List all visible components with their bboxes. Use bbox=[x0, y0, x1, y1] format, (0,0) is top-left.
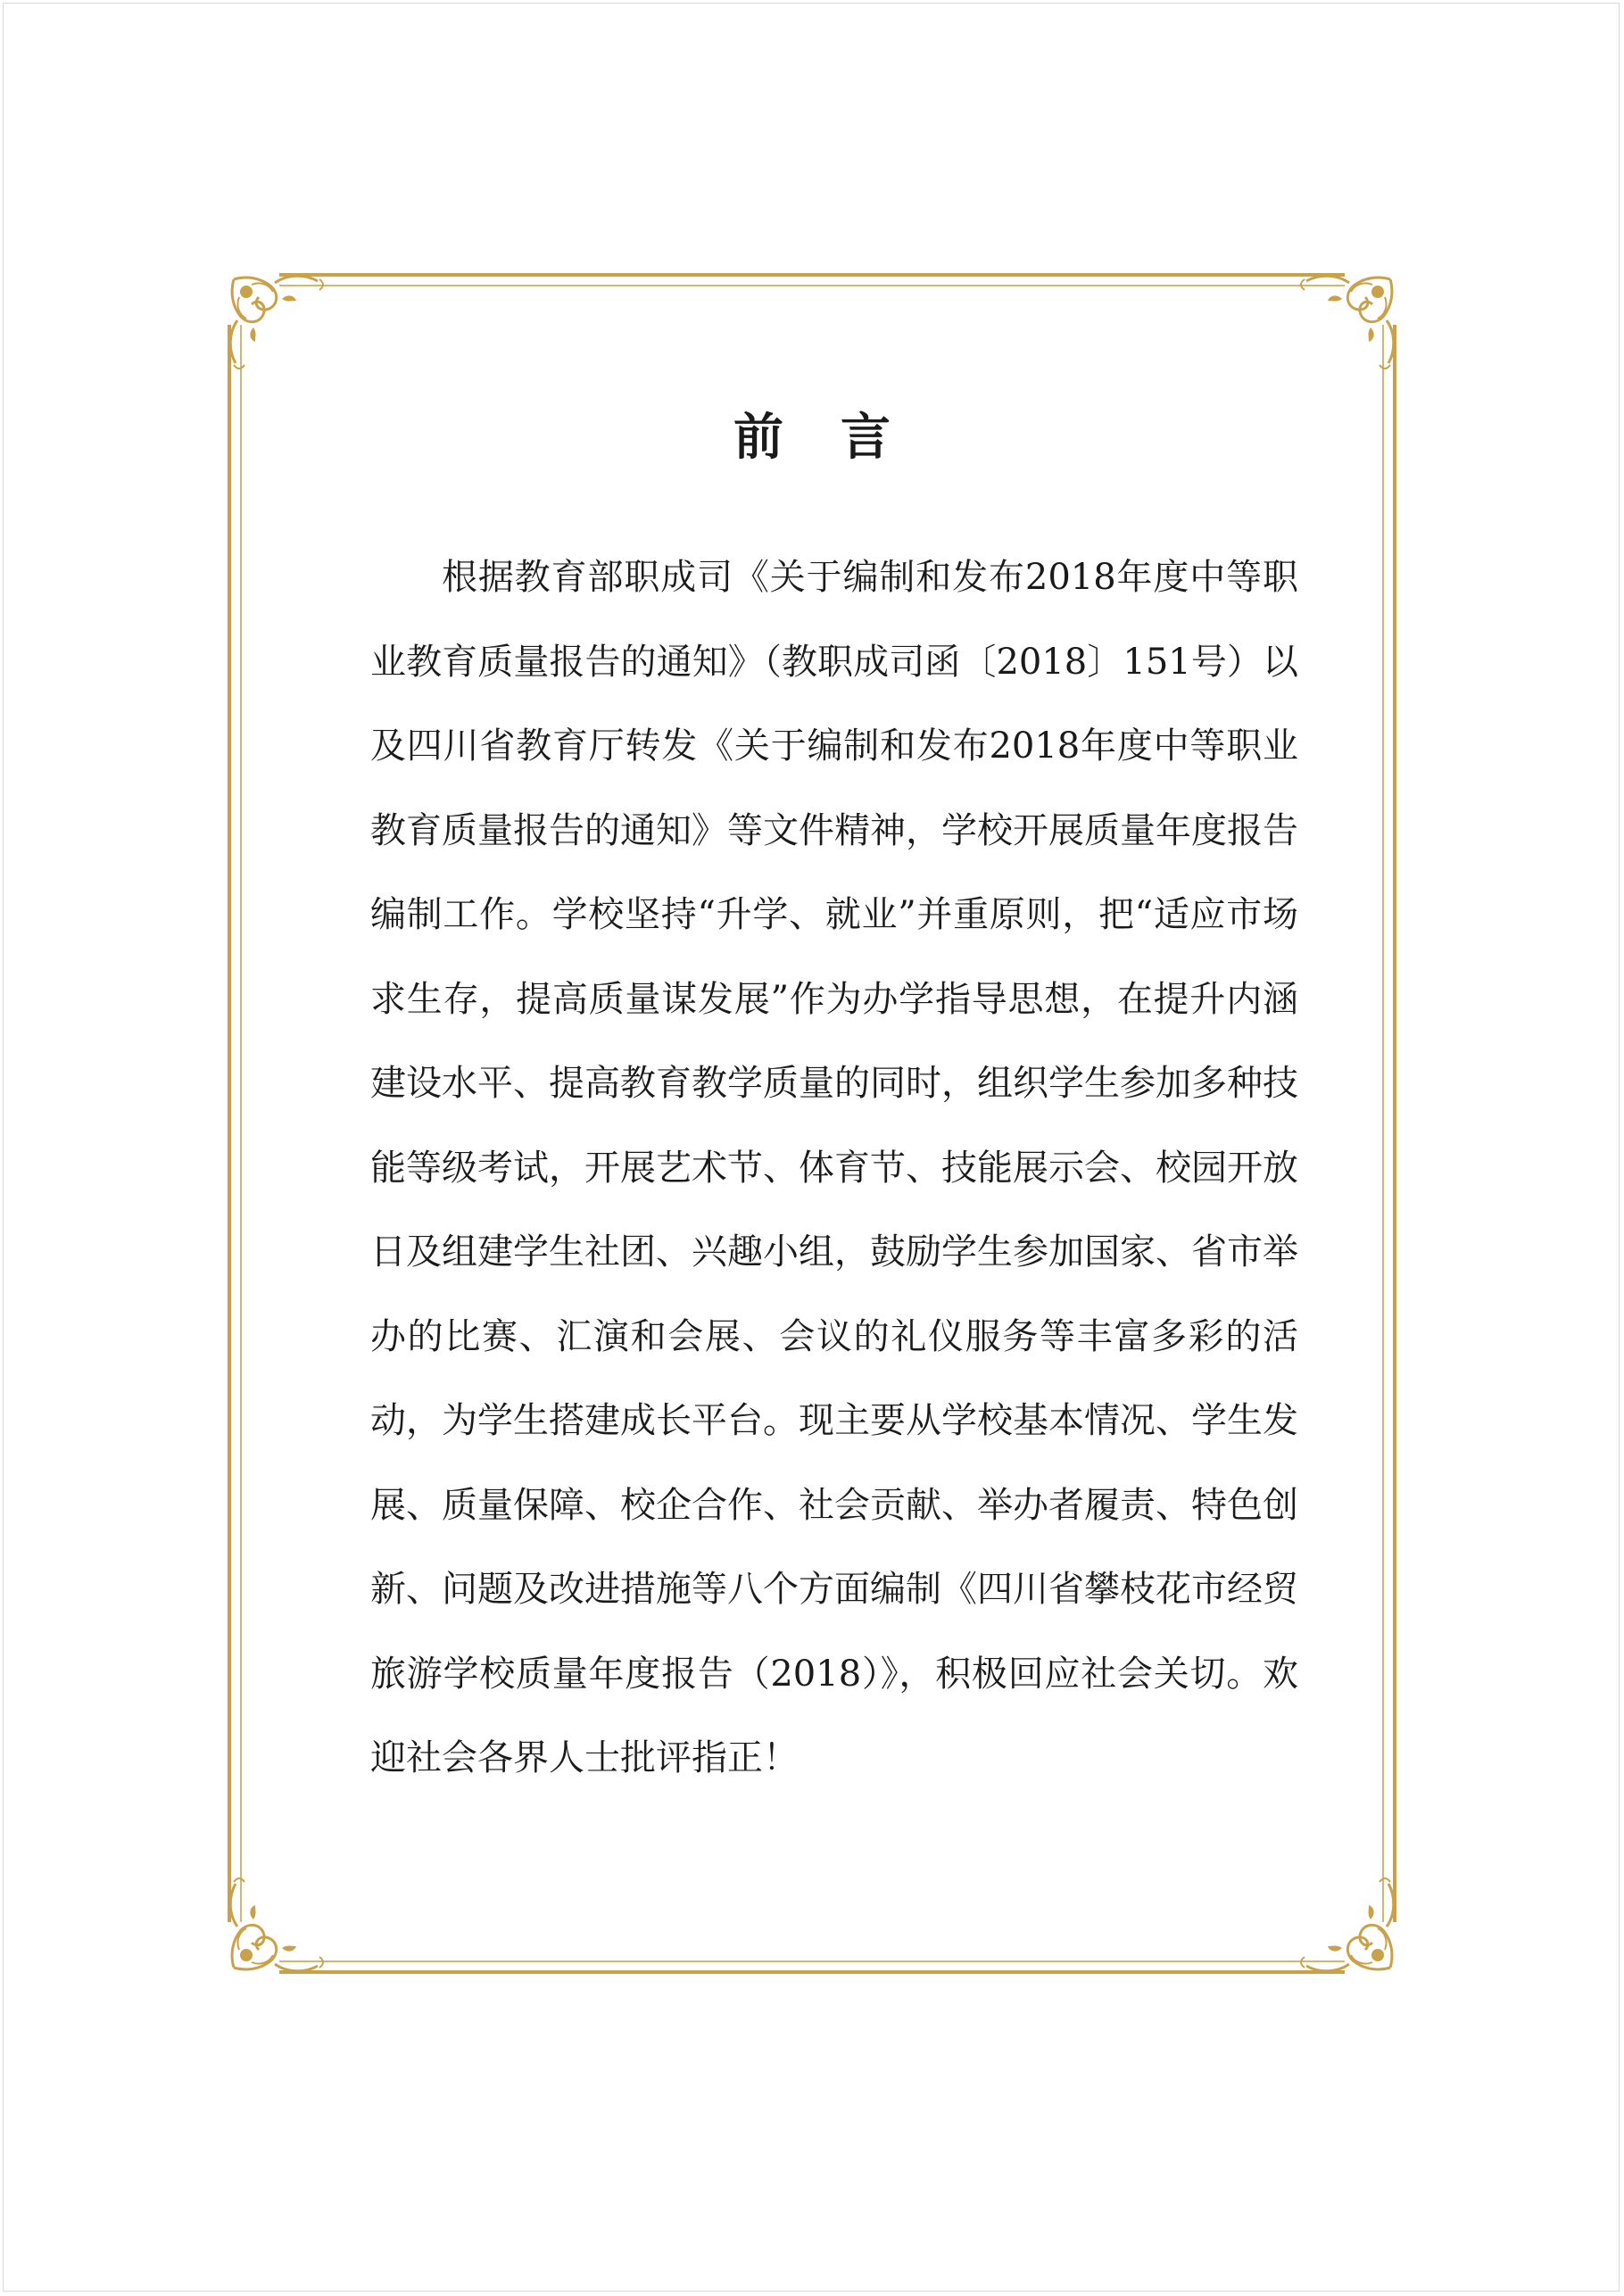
preface-paragraph: 根据教育部职成司《关于编制和发布2018年度中等职业教育质量报告的通知》（教职成司函〔2018〕151号）以及四川省教育厅转发《关于编制和发布2018年度中等职业教育质量报告的通知》等文件精神，学校开展质量年度报告编制工作。学校坚持“升学、就业”并重原则，把“适应市场求生存，提高质量谋发展”作为办学指导思想，在提升内涵建设水平、提高教育教学质量的同时，组织学生参加多种技能等级考试，开展艺术节、体育节、技能展示会、校园开放日及组建学生社团、兴趣小组，鼓励学生参加国家、省市举办的比赛、汇演和会展、会议的礼仪服务等丰富多彩的活动，为学生搭建成长平台。现主要从学校基本情况、学生发展、质量保障、校企合作、社会贡献、举办者履责、特色创新、问题及改进措施等八个方面编制《四川省攀枝花市经贸旅游学校质量年度报告（2018）》，积极回应社会关切。欢迎社会各界人士批评指正！ bbox=[370, 557, 1298, 1778]
page-title: 前言 bbox=[733, 408, 948, 467]
